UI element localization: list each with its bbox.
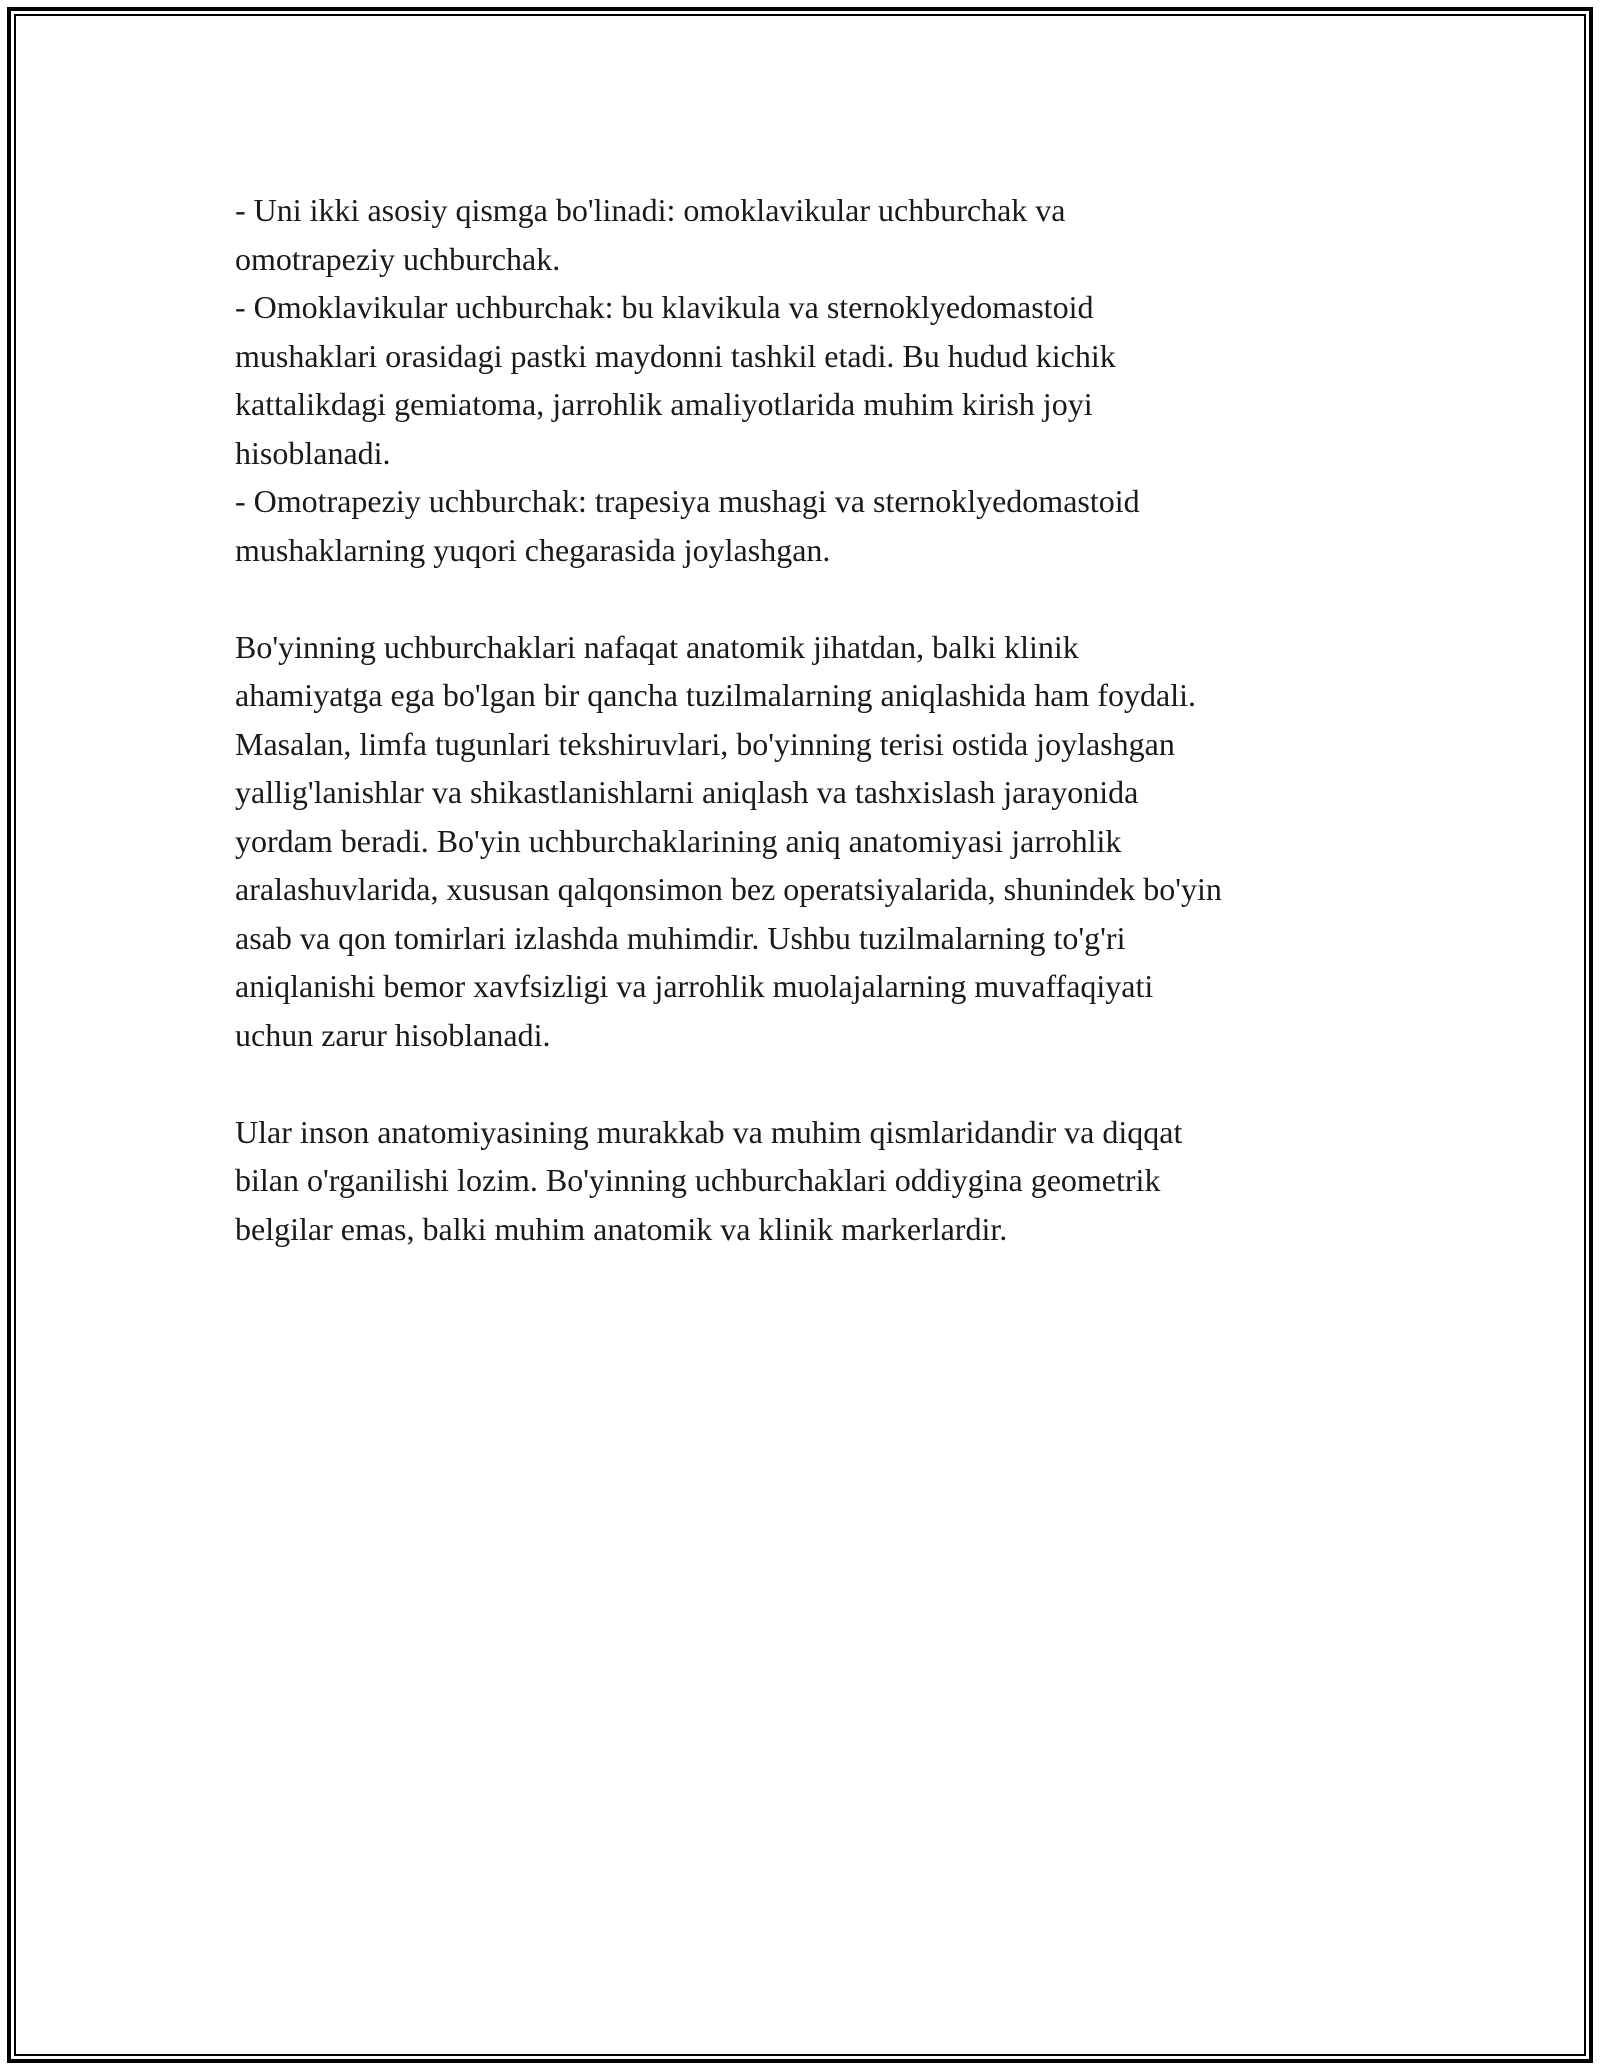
paragraph-triangle-parts — [235, 186, 1385, 574]
text-line: Ular inson anatomiyasining murakkab va muhim qismlaridandir va diqqat — [235, 1113, 1183, 1150]
text-line: bilan o'rganilishi lozim. Bo'yinning uchburchaklari oddiygina geometrik — [235, 1162, 1161, 1198]
text-line: uchun zarur hisoblanadi. — [235, 1016, 551, 1053]
text-line: aniqlanishi bemor xavfsizligi va jarrohlik muolajalarning muvaffaqiyati — [235, 968, 1154, 1004]
text-line: Masalan, limfa tugunlari tekshiruvlari, bo'yinning terisi ostida joylashgan — [235, 725, 1175, 762]
text-line: yallig'lanishlar va shikastlanishlarni aniqlash va tashxislash jarayonida — [235, 774, 1139, 810]
document-body — [235, 186, 1385, 1253]
text-line: asab va qon tomirlari izlashda muhimdir. Ushbu tuzilmalarning to'g'ri — [235, 919, 1126, 956]
paragraph-clinical-significance — [235, 623, 1385, 1060]
paragraph-conclusion — [235, 1108, 1385, 1254]
text-line: mushaklarning yuqori chegarasida joylashgan. — [235, 531, 831, 568]
text-line: - Omotrapeziy uchburchak: trapesiya mushagi va sternoklyedomastoid — [235, 483, 1140, 519]
text-line: yordam beradi. Bo'yin uchburchaklarining aniq anatomiyasi jarrohlik — [235, 822, 1122, 859]
paragraph-spacer — [235, 1059, 1385, 1108]
text-line: hisoblanadi. — [235, 434, 391, 471]
text-line: ahamiyatga ega bo'lgan bir qancha tuzilmalarning aniqlashida ham foydali. — [235, 677, 1196, 713]
text-line: belgilar emas, balki muhim anatomik va klinik markerlardir. — [235, 1210, 1008, 1247]
text-line: mushaklari orasidagi pastki maydonni tashkil etadi. Bu hudud kichik — [235, 337, 1116, 374]
text-line: omotrapeziy uchburchak. — [235, 240, 561, 277]
text-line: - Uni ikki asosiy qismga bo'linadi: omoklavikular uchburchak va — [235, 192, 1066, 228]
paragraph-spacer — [235, 574, 1385, 623]
text-line: aralashuvlarida, xususan qalqonsimon bez operatsiyalarida, shunindek bo'yin — [235, 871, 1222, 907]
text-line: kattalikdagi gemiatoma, jarrohlik amaliyotlarida muhim kirish joyi — [235, 386, 1093, 422]
text-line: Bo'yinning uchburchaklari nafaqat anatomik jihatdan, balki klinik — [235, 628, 1079, 665]
text-line: - Omoklavikular uchburchak: bu klavikula va sternoklyedomastoid — [235, 289, 1094, 325]
